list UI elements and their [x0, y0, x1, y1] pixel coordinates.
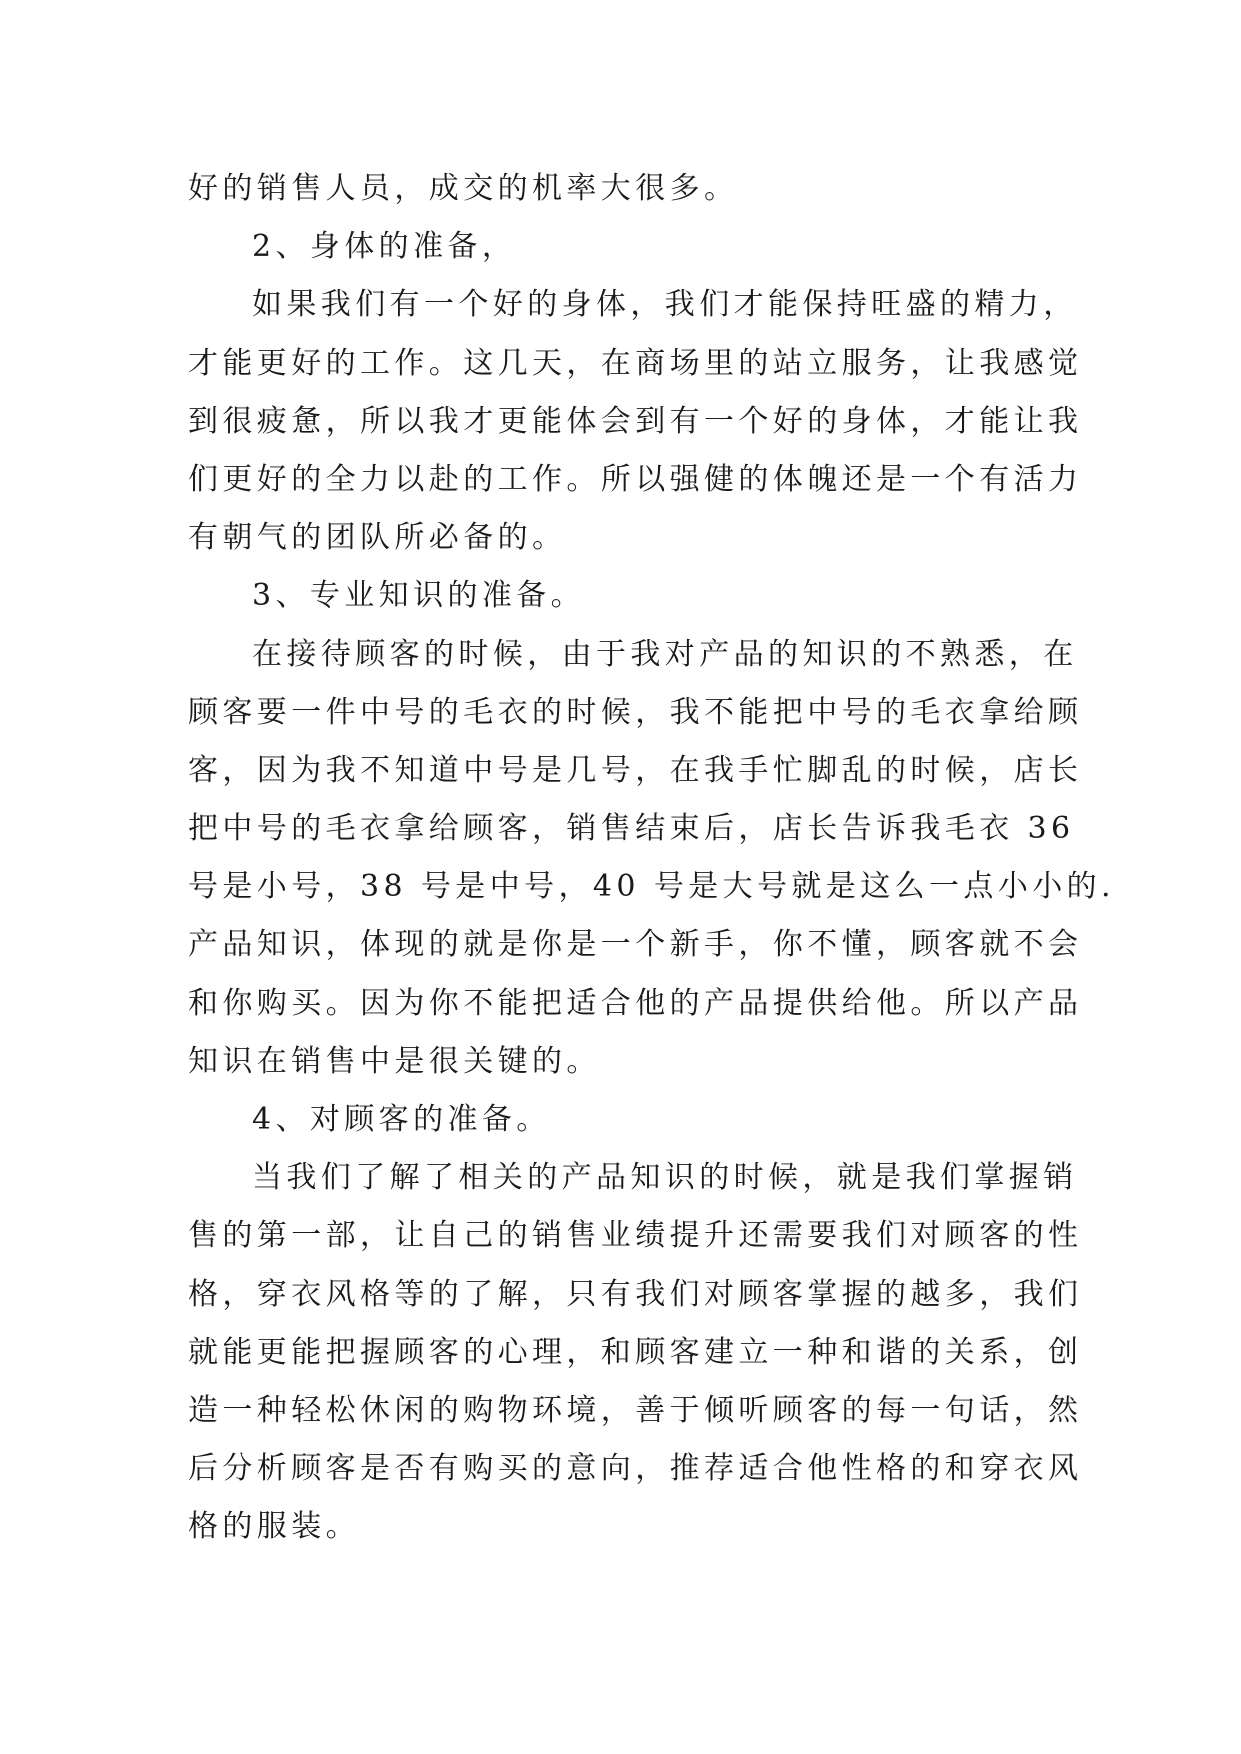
text-line: 号是小号，38 号是中号，40 号是大号就是这么一点小小的.	[188, 869, 1115, 905]
body-text	[188, 160, 1115, 1557]
text-line: 后分析顾客是否有购买的意向，推荐适合他性格的和穿衣风	[188, 1451, 1083, 1487]
text-line: 产品知识，体现的就是你是一个新手，你不懂，顾客就不会	[188, 927, 1083, 963]
text-line: 顾客要一件中号的毛衣的时候，我不能把中号的毛衣拿给顾	[188, 694, 1083, 730]
text-line: 如果我们有一个好的身体，我们才能保持旺盛的精力，	[252, 287, 1078, 323]
text-line: 就能更能把握顾客的心理，和顾客建立一种和谐的关系，创	[188, 1334, 1083, 1370]
section-heading: 2、身体的准备，	[252, 229, 517, 265]
text-line: 到很疲惫，所以我才更能体会到有一个好的身体，才能让我	[188, 403, 1083, 439]
text-line: 售的第一部，让自己的销售业绩提升还需要我们对顾客的性	[188, 1218, 1083, 1254]
text-line: 造一种轻松休闲的购物环境，善于倾听顾客的每一句话，然	[188, 1392, 1083, 1428]
text-line: 和你购买。因为你不能把适合他的产品提供给他。所以产品	[188, 985, 1083, 1021]
text-line: 有朝气的团队所必备的。	[188, 520, 567, 556]
text-line: 知识在销售中是很关键的。	[188, 1043, 601, 1079]
text-line: 好的销售人员，成交的机率大很多。	[188, 171, 739, 206]
text-line: 格的服装。	[188, 1509, 360, 1545]
text-line: 格，穿衣风格等的了解，只有我们对顾客掌握的越多，我们	[188, 1276, 1083, 1312]
text-line: 把中号的毛衣拿给顾客，销售结束后，店长告诉我毛衣 36	[188, 811, 1075, 847]
text-line: 当我们了解了相关的产品知识的时候，就是我们掌握销	[252, 1160, 1078, 1196]
text-line: 客，因为我不知道中号是几号，在我手忙脚乱的时候，店长	[188, 752, 1083, 788]
text-line: 在接待顾客的时候，由于我对产品的知识的不熟悉，在	[252, 636, 1078, 672]
section-heading: 4、对顾客的准备。	[252, 1102, 551, 1137]
text-line: 们更好的全力以赴的工作。所以强健的体魄还是一个有活力	[188, 461, 1083, 497]
section-heading: 3、专业知识的准备。	[252, 578, 586, 614]
text-line: 才能更好的工作。这几天，在商场里的站立服务，让我感觉	[188, 345, 1083, 381]
